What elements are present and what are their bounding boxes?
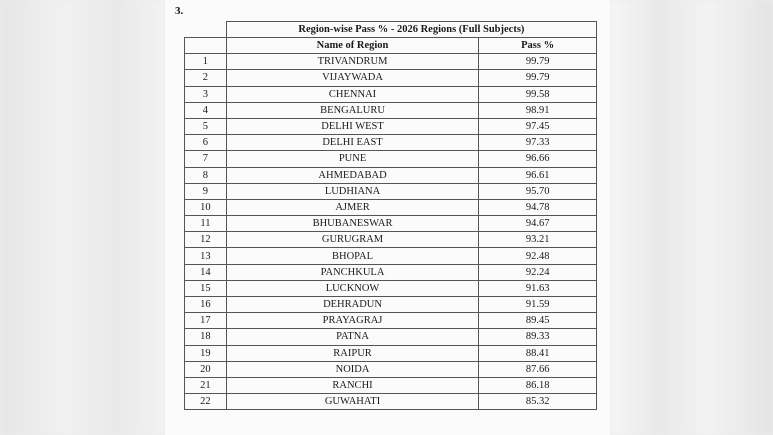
- pass-percent-cell: 88.41: [479, 345, 597, 361]
- pass-percent-cell: 94.67: [479, 216, 597, 232]
- pass-percent-cell: 97.45: [479, 118, 597, 134]
- table-row: [185, 135, 597, 151]
- region-name-cell: DELHI EAST: [226, 135, 478, 151]
- pass-percent-cell: 89.33: [479, 329, 597, 345]
- row-index-cell: 8: [185, 167, 227, 183]
- table-row: [185, 329, 597, 345]
- row-index-cell: 11: [185, 216, 227, 232]
- table-row: [185, 183, 597, 199]
- table-row: [185, 199, 597, 215]
- pass-percent-cell: 96.61: [479, 167, 597, 183]
- table-row: [185, 54, 597, 70]
- region-name-cell: VIJAYWADA: [226, 70, 478, 86]
- row-index-cell: 14: [185, 264, 227, 280]
- region-name-cell: BHUBANESWAR: [226, 216, 478, 232]
- table-title-row: [185, 22, 597, 38]
- row-index-cell: 9: [185, 183, 227, 199]
- pass-percent-cell: 95.70: [479, 183, 597, 199]
- pass-percent-cell: 99.79: [479, 54, 597, 70]
- table-row: [185, 264, 597, 280]
- pass-percent-cell: 98.91: [479, 102, 597, 118]
- region-name-cell: DEHRADUN: [226, 297, 478, 313]
- table-row: [185, 102, 597, 118]
- table-row: [185, 70, 597, 86]
- pass-percent-cell: 92.48: [479, 248, 597, 264]
- pass-percent-cell: 91.63: [479, 280, 597, 296]
- table-title: Region-wise Pass % - 2026 Regions (Full Subjects): [226, 22, 596, 38]
- row-index-cell: 22: [185, 394, 227, 410]
- table-row: [185, 377, 597, 393]
- row-index-cell: 10: [185, 199, 227, 215]
- region-pass-table: [184, 21, 597, 410]
- pass-percent-cell: 96.66: [479, 151, 597, 167]
- pass-percent-cell: 92.24: [479, 264, 597, 280]
- region-name-cell: PANCHKULA: [226, 264, 478, 280]
- pass-percent-cell: 86.18: [479, 377, 597, 393]
- section-number: 3.: [175, 5, 184, 17]
- pass-percent-cell: 97.33: [479, 135, 597, 151]
- row-index-cell: 5: [185, 118, 227, 134]
- table-row: [185, 86, 597, 102]
- pass-percent-cell: 85.32: [479, 394, 597, 410]
- row-index-cell: 2: [185, 70, 227, 86]
- blurred-background-left: [0, 0, 165, 435]
- table-row: [185, 313, 597, 329]
- table-header-row: [185, 38, 597, 54]
- header-region-name: Name of Region: [226, 38, 478, 54]
- region-name-cell: AJMER: [226, 199, 478, 215]
- table-row: [185, 297, 597, 313]
- pass-percent-cell: 87.66: [479, 361, 597, 377]
- region-name-cell: RANCHI: [226, 377, 478, 393]
- region-name-cell: CHENNAI: [226, 86, 478, 102]
- pass-percent-cell: 99.79: [479, 70, 597, 86]
- title-spacer-cell: [185, 22, 227, 38]
- region-name-cell: NOIDA: [226, 361, 478, 377]
- row-index-cell: 15: [185, 280, 227, 296]
- region-name-cell: AHMEDABAD: [226, 167, 478, 183]
- row-index-cell: 7: [185, 151, 227, 167]
- region-name-cell: PRAYAGRAJ: [226, 313, 478, 329]
- region-name-cell: LUCKNOW: [226, 280, 478, 296]
- table-row: [185, 216, 597, 232]
- pass-percent-cell: 94.78: [479, 199, 597, 215]
- table-row: [185, 361, 597, 377]
- row-index-cell: 12: [185, 232, 227, 248]
- row-index-cell: 18: [185, 329, 227, 345]
- table-row: [185, 280, 597, 296]
- pass-percent-cell: 89.45: [479, 313, 597, 329]
- table-row: [185, 118, 597, 134]
- row-index-cell: 21: [185, 377, 227, 393]
- row-index-cell: 13: [185, 248, 227, 264]
- document-page: [165, 0, 610, 435]
- row-index-cell: 3: [185, 86, 227, 102]
- row-index-cell: 1: [185, 54, 227, 70]
- pass-percent-cell: 91.59: [479, 297, 597, 313]
- blurred-background-right: [610, 0, 773, 435]
- row-index-cell: 19: [185, 345, 227, 361]
- region-name-cell: BHOPAL: [226, 248, 478, 264]
- table-row: [185, 345, 597, 361]
- row-index-cell: 17: [185, 313, 227, 329]
- region-name-cell: GUWAHATI: [226, 394, 478, 410]
- region-name-cell: PATNA: [226, 329, 478, 345]
- table-row: [185, 248, 597, 264]
- header-pass-percent: Pass %: [479, 38, 597, 54]
- region-name-cell: DELHI WEST: [226, 118, 478, 134]
- row-index-cell: 6: [185, 135, 227, 151]
- table-row: [185, 151, 597, 167]
- pass-percent-cell: 93.21: [479, 232, 597, 248]
- region-name-cell: TRIVANDRUM: [226, 54, 478, 70]
- region-name-cell: BENGALURU: [226, 102, 478, 118]
- row-index-cell: 16: [185, 297, 227, 313]
- row-index-cell: 20: [185, 361, 227, 377]
- table-body: [185, 54, 597, 410]
- table-row: [185, 167, 597, 183]
- region-name-cell: RAIPUR: [226, 345, 478, 361]
- row-index-cell: 4: [185, 102, 227, 118]
- table-row: [185, 232, 597, 248]
- region-name-cell: LUDHIANA: [226, 183, 478, 199]
- region-name-cell: GURUGRAM: [226, 232, 478, 248]
- table-row: [185, 394, 597, 410]
- region-name-cell: PUNE: [226, 151, 478, 167]
- header-index: [185, 38, 227, 54]
- pass-percent-cell: 99.58: [479, 86, 597, 102]
